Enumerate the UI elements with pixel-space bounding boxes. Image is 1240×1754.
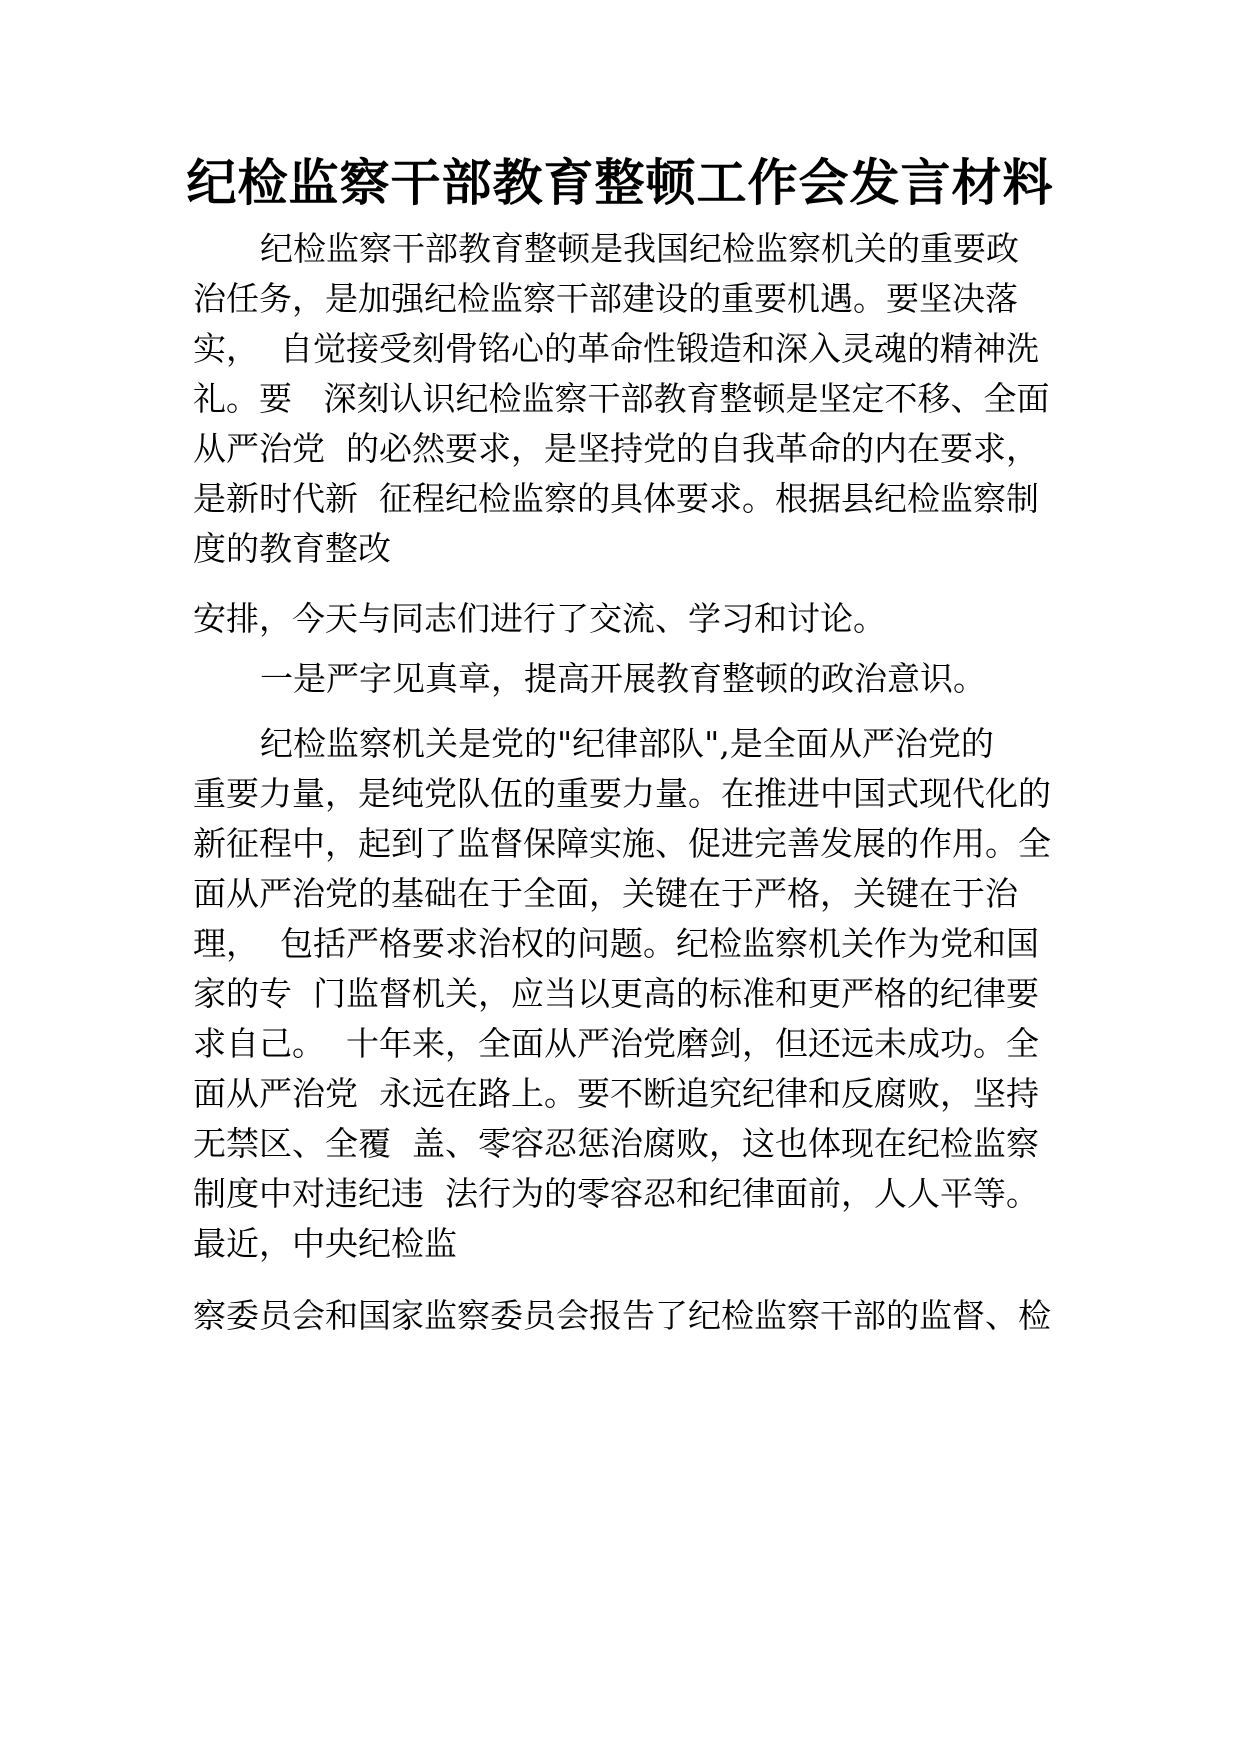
paragraph-line: 度的教育整改 — [193, 529, 391, 568]
paragraph-line: 实， 自觉接受刻骨铭心的革命性锻造和深入灵魂的精神洗 — [193, 329, 1039, 368]
paragraph-line: 察委员会和国家监察委员会报告了纪检监察干部的监督、检 — [193, 1296, 1051, 1335]
section-heading: 一是严字见真章，提高开展教育整顿的政治意识。 — [260, 659, 986, 698]
paragraph-line: 求自己。 十年来，全面从严治党磨剑，但还远未成功。全 — [193, 1024, 1039, 1063]
paragraph-line: 是新时代新 征程纪检监察的具体要求。根据县纪检监察制 — [193, 479, 1039, 518]
paragraph-line: 安排，今天与同志们进行了交流、学习和讨论。 — [193, 599, 886, 638]
paragraph-line: 新征程中，起到了监督保障实施、促进完善发展的作用。全 — [193, 824, 1051, 863]
paragraph-line: 无禁区、全覆 盖、零容忍惩治腐败，这也体现在纪检监察 — [193, 1124, 1039, 1163]
paragraph-line: 理， 包括严格要求治权的问题。纪检监察机关作为党和国 — [193, 924, 1039, 963]
paragraph-line: 纪检监察干部教育整顿是我国纪检监察机关的重要政 — [260, 229, 1019, 268]
paragraph-line: 礼。要 深刻认识纪检监察干部教育整顿是坚定不移、全面 — [193, 379, 1050, 418]
paragraph-line: 面从严治党 永远在路上。要不断追究纪律和反腐败，坚持 — [193, 1074, 1039, 1113]
paragraph-line: 纪检监察机关是党的"纪律部队",是全面从严治党的 — [260, 724, 994, 763]
paragraph-line: 最近，中央纪检监 — [193, 1224, 457, 1263]
document-title: 纪检监察干部教育整顿工作会发言材料 — [186, 154, 1054, 212]
paragraph-line: 重要力量，是纯党队伍的重要力量。在推进中国式现代化的 — [193, 774, 1051, 813]
paragraph-line: 治任务，是加强纪检监察干部建设的重要机遇。要坚决落 — [193, 279, 1018, 318]
paragraph-line: 从严治党 的必然要求，是坚持党的自我革命的内在要求， — [193, 429, 1039, 468]
paragraph-line: 制度中对违纪违 法行为的零容忍和纪律面前，人人平等。 — [193, 1174, 1039, 1213]
paragraph-line: 面从严治党的基础在于全面，关键在于严格，关键在于治 — [193, 874, 1018, 913]
paragraph-line: 家的专 门监督机关，应当以更高的标准和更严格的纪律要 — [193, 974, 1039, 1013]
